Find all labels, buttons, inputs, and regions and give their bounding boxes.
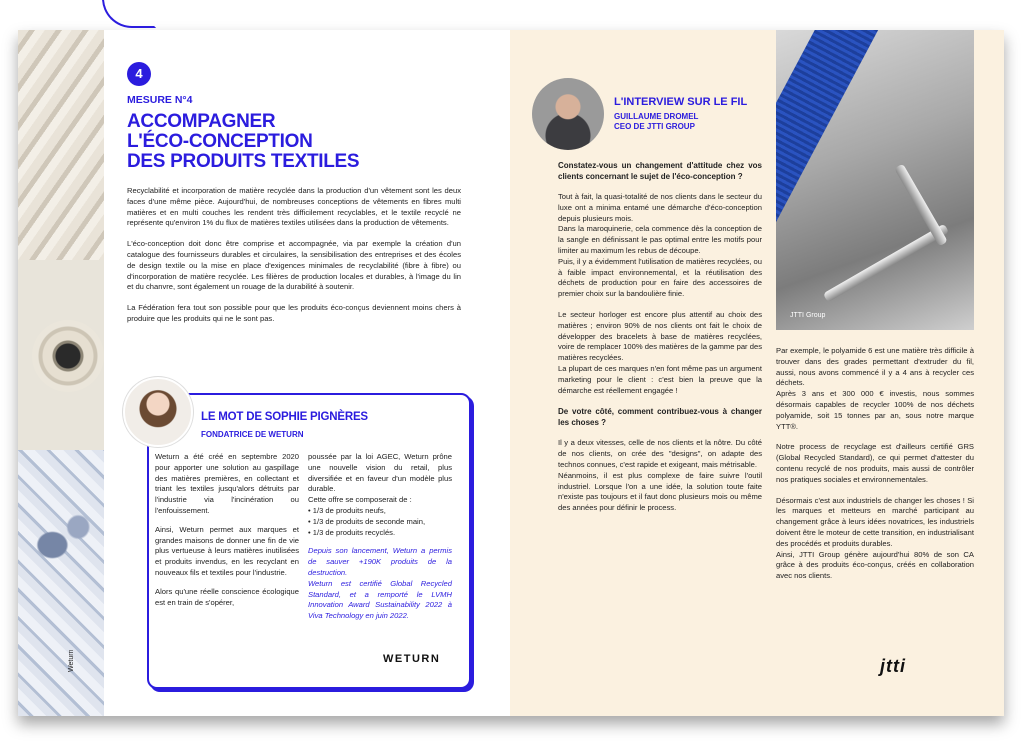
interview-answer: Ainsi, JTTI Group génère aujourd'hui 80% de son CA grâce à des produits éco-conçus, créés en collaboration avec nos clients. [776, 549, 974, 581]
highlight-text: Depuis son lancement, Weturn a permis de sauver +190K produits de la destruction. [308, 546, 452, 577]
interview-question: De votre côté, comment contribuez-vous à changer les choses ? [558, 407, 762, 428]
interview-column [558, 160, 762, 514]
linen-fabric-image [18, 30, 104, 260]
testimonial-title: LE MOT DE SOPHIE PIGNÈRES [201, 411, 368, 423]
testimonial-paragraph: Alors qu'une réelle conscience écologique est en train de s'opérer, [155, 586, 299, 607]
guillaume-portrait [532, 78, 604, 150]
testimonial-paragraph: poussée par la loi AGEC, Weturn prône une nouvelle vision du retail, plus diversifiée et en faveur d'un modèle plus durable. [308, 452, 452, 494]
interview-answer: Puis, il y a évidemment l'utilisation de matières recyclées, ou à faible impact environnemental, et la réutilisation des déchets de production pour en faire des accessoires de premier choix sur la bandoulière finie. [558, 256, 762, 299]
interviewee-name: GUILLAUME DROMEL [614, 112, 699, 121]
testimonial-paragraph: Ainsi, Weturn permet aux marques et grandes maisons de donner une fin de vie plus vertueuse à leurs matières inutilisées et produits invendus, en les recyclant en nouveaux fils et textiles pour l'industrie. [155, 524, 299, 577]
page-title-line-1: ACCOMPAGNER [127, 111, 276, 132]
measure-number-badge: 4 [127, 62, 151, 86]
interview-answer: Par exemple, le polyamide 6 est une matière très difficile à trouver dans des grades permettant d'extruder du fil, aussi, nous avons commencé il y a 4 ans à recycler ces déchets. [776, 346, 974, 388]
offer-label: Cette offre se composerait de : [308, 495, 412, 505]
page-title-line-2: L'ÉCO-CONCEPTION [127, 131, 313, 152]
interviewee-role: CEO DE JTTI GROUP [614, 122, 695, 131]
decorative-curve [102, 0, 156, 28]
offer-item: • 1/3 de produits recyclés. [308, 527, 396, 537]
offer-item: • 1/3 de produits de seconde main, [308, 516, 426, 526]
interview-column-right [776, 346, 974, 582]
interview-answer: La plupart de ces marques n'en font même pas un argument marketing pour le client : c'est bien la preuve que la démarche est réellement engagée ! [558, 363, 762, 395]
yarn-cone-image [32, 320, 104, 392]
testimonial-paragraph: Weturn a été créé en septembre 2020 pour apporter une solution au gaspillage des matières premières, en collectant et triant les textiles jusqu'alors détruits par l'industrie via l'incinération ou l'enfouissement. [155, 452, 299, 515]
interview-answer: Dans la maroquinerie, cela commence dès la conception de la sangle en définissant le pas optimal entre les motifs pour limiter au maximum les rebus de découpe. [558, 224, 762, 255]
photo-credit-jtti: JTTI Group [790, 312, 826, 319]
interview-question: Constatez-vous un changement d'attitude chez vos clients concernant le sujet de l'éco-conception ? [558, 161, 762, 181]
intro-paragraph: L'éco-conception doit donc être comprise et accompagnée, via par exemple la création d'un catalogue des fournisseurs durables et circulaires, la sensibilisation des entreprises et des écoles de design textile ou la mise en place d'exigences minimales de recyclabilité (fibre à fibre) ou d'incorporation de matière recyclée. Les filières de production locales et durables, à l'image du lin et du chanvre, sont également un rouage de la durabilité à soutenir. [127, 239, 461, 292]
interview-answer: Notre process de recyclage est d'ailleurs certifié GRS (Global Recycled Standard), ce qui permet d'attester du contenu recyclé de nos produits, mais aussi de contrôler nos pratiques sociales et environnementales. [776, 442, 974, 484]
page-title-line-3: DES PRODUITS TEXTILES [127, 151, 360, 172]
sophie-portrait [123, 377, 193, 447]
interview-answer: Il y a deux vitesses, celle de nos clients et la nôtre. Du côté de nos clients, on crée des "designs", on adapte des technos connues, c'est rapide et exigeant, mais métrisable. [558, 438, 762, 469]
intro-paragraph: La Fédération fera tout son possible pour que les produits éco-conçus deviennent moins chers à produire que les produits qui ne le sont pas. [127, 303, 461, 323]
interview-answer: Le secteur horloger est encore plus attentif au choix des matières ; environ 90% de nos clients ont fait le choix de développer des bracelets à base de matières recyclées, voire de remplacer 100% des matières de la gamme par des matières recyclées. [558, 309, 762, 363]
jtti-logo: jtti [880, 656, 906, 676]
testimonial-column-2 [308, 452, 452, 622]
offer-item: • 1/3 de produits neufs, [308, 505, 386, 515]
interview-answer: Tout à fait, la quasi-totalité de nos clients dans le secteur du luxe ont a minima entamé une démarche d'éco-conception depuis plusieurs mois. [558, 192, 762, 223]
testimonial-column-1 [155, 452, 299, 616]
interview-title: L'INTERVIEW SUR LE FIL [614, 96, 748, 108]
interview-answer: Néanmoins, il est plus complexe de faire suivre l'outil industriel. Lorsque l'on a une idée, la solution toute faite n'existe pas toujours et il faut donc plusieurs mois ou même des années pour définir le process. [558, 470, 762, 513]
interview-answer: Désormais c'est aux industriels de changer les choses ! Si les marques et metteurs en marché participant au changement grâce à leurs idées novatrices, les industriels doivent être le moteur de cette transition, en industrialisant des procédés et produits durables. [776, 495, 974, 548]
highlight-text: Weturn est certifié Global Recycled Standard, et a remporté le LVMH Innovation Award Sustainability 2022 à Viva Technology en juin 2022. [308, 578, 452, 621]
jtti-strap-photo [776, 30, 974, 330]
measure-label: MESURE N°4 [127, 94, 193, 106]
intro-text [127, 186, 461, 335]
intro-paragraph: Recyclabilité et incorporation de matière recyclée dans la production d'un vêtement sont les deux faces d'une même pièce. Aujourd'hui, de nombreuses conceptions de vêtements en fibres multi matières et en multi couches les rendent très difficilement recyclables, et le textile recyclé ne représente qu'environ 1% du flux de matières textiles utilisées dans la production de vêtements. [127, 186, 461, 228]
photo-credit-weturn: Weturn [68, 649, 75, 672]
weturn-logo: WETURN [383, 653, 441, 665]
fabric-photo-strip [18, 30, 104, 716]
testimonial-subtitle: FONDATRICE DE WETURN [201, 430, 304, 439]
interview-answer: Après 3 ans et 300 000 € investis, nous sommes désormais capables de recycler 100% de nos déchets polyamide, soit 15 tonnes par an, sous notre marque YTT®. [776, 389, 974, 431]
